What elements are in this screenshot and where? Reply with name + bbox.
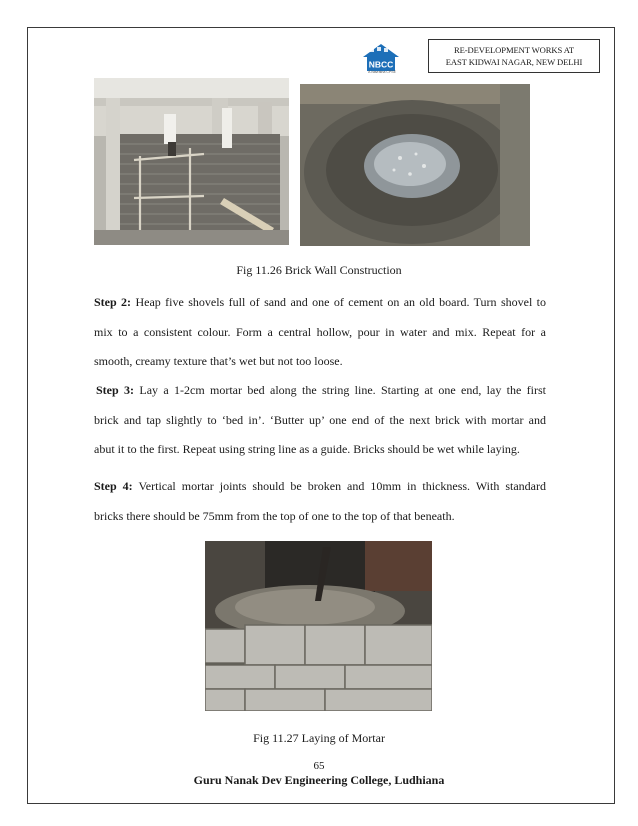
footer-college-name: Guru Nanak Dev Engineering College, Ludhiana (193, 773, 445, 787)
step-2-line-3: smooth, creamy texture that’s wet but not too loose. (94, 354, 343, 368)
brick-wall-photo (94, 78, 289, 245)
step-3-label: Step 3: (96, 383, 135, 397)
step-3-line-1: Step 3: Lay a 1-2cm mortar bed along the string line. Starting at one end, lay the first (96, 383, 547, 397)
figure-caption-1126: Fig 11.26 Brick Wall Construction (236, 263, 402, 277)
step-4-paragraph (94, 472, 546, 531)
page-number: 65 (313, 760, 325, 772)
step-2-line-1: Step 2: Heap five shovels full of sand and one of cement on an old board. Turn shovel to (94, 295, 547, 309)
step-4-line-2: bricks there should be 75mm from the top of one to the top of that beneath. (94, 508, 455, 523)
logo-text: NBCC (368, 59, 394, 70)
step-2-paragraph (94, 288, 546, 377)
step-2-line-2: mix to a consistent colour. Form a central hollow, pour in water and mix. Repeat for a (94, 324, 546, 339)
logo-caption: A Navratna CPSE (368, 70, 396, 74)
step-3-line-3: abut it to the first. Repeat using string line as a guide. Bricks should be wet while laying. (94, 442, 520, 456)
header-box (428, 39, 600, 73)
step-3-paragraph (96, 376, 546, 465)
step-3-line-2: brick and tap slightly to ‘bed in’. ‘Butter up’ one end of the next brick with mortar and (94, 412, 546, 427)
header-line-2: EAST KIDWAI NAGAR, NEW DELHI (445, 57, 583, 67)
step-4-line-1: Step 4: Vertical mortar joints should be broken and 10mm in thickness. With standard (94, 479, 546, 493)
header-line-1: RE-DEVELOPMENT WORKS AT (453, 45, 575, 55)
step-4-label: Step 4: (94, 479, 133, 493)
mortar-mix-photo (300, 84, 530, 246)
laying-mortar-photo (205, 541, 432, 711)
figure-caption-1127: Fig 11.27 Laying of Mortar (253, 731, 385, 745)
step-2-label: Step 2: (94, 295, 132, 309)
